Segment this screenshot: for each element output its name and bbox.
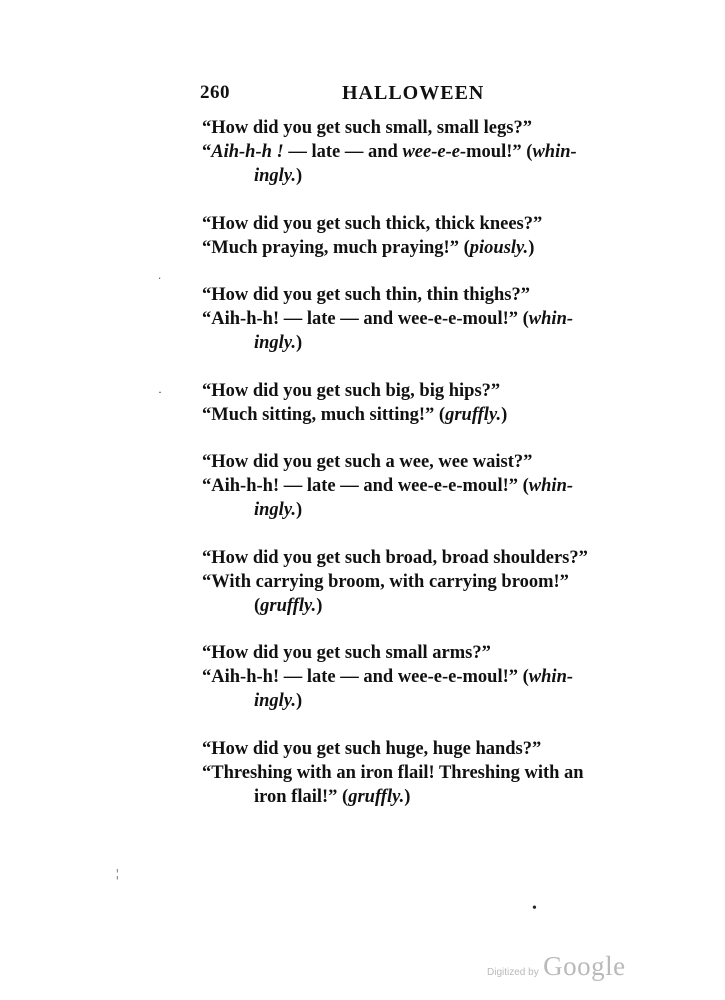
continuation-close: ) (295, 500, 303, 520)
scan-speck: ¦ (116, 866, 119, 880)
answer-line (202, 403, 632, 427)
stage-direction: whin- (532, 142, 577, 162)
page-number: 260 (200, 82, 230, 103)
answer-wee: wee-e-e- (402, 142, 467, 162)
answer-moul: moul!” ( (466, 142, 533, 162)
continuation-line (202, 331, 632, 355)
question-line: “How did you get such big, big hips?” (202, 380, 501, 401)
poem-body (202, 116, 632, 832)
stanza (202, 116, 632, 188)
scan-speck: • (532, 901, 537, 916)
stage-direction: gruffly. (348, 786, 405, 807)
answer-line (202, 570, 632, 594)
answer-text: “With carrying broom, with carrying broom!” (202, 571, 569, 592)
scan-speck: ˑ (158, 272, 162, 286)
stanza (202, 737, 632, 809)
stage-direction: ingly. (254, 500, 296, 520)
answer-line (202, 474, 632, 498)
stanza (202, 379, 632, 427)
digitized-watermark (487, 951, 626, 982)
question-line: “How did you get such thin, thin thighs?” (202, 285, 530, 305)
continuation-close: ) (295, 691, 303, 711)
stage-direction: piously. (469, 237, 529, 258)
question-line: “How did you get such huge, huge hands?” (202, 738, 542, 759)
answer-line (202, 236, 632, 260)
continuation-line (202, 689, 632, 713)
stanza (202, 283, 632, 355)
answer-text: “Aih-h-h! — late — and wee-e-e-moul!” ( (202, 476, 529, 496)
continuation-line (202, 594, 632, 618)
continuation-close: ) (295, 333, 303, 353)
answer-line (202, 665, 632, 689)
continuation-close: ) (404, 786, 411, 807)
continuation-close: ) (316, 595, 323, 616)
stanza (202, 641, 632, 713)
answer-open-quote: “ (202, 142, 212, 162)
question-line: “How did you get such a wee, wee waist?” (202, 452, 533, 472)
stage-direction: whin- (528, 309, 574, 329)
stage-direction: ingly. (254, 166, 296, 186)
answer-text: “Much sitting, much sitting!” ( (202, 404, 446, 425)
stage-direction: ingly. (254, 691, 296, 711)
answer-line (202, 761, 632, 785)
scan-speck: · (158, 385, 162, 399)
answer-text: “Aih-h-h! — late — and wee-e-e-moul!” ( (202, 667, 529, 687)
stanza (202, 212, 632, 260)
answer-line (202, 140, 632, 164)
stage-direction: whin- (528, 476, 574, 496)
google-logo: Google (543, 951, 626, 981)
question-line: “How did you get such small arms?” (202, 643, 491, 663)
question-line: “How did you get such small, small legs?” (202, 118, 532, 138)
stage-direction: gruffly. (260, 595, 317, 616)
answer-close: ) (501, 404, 508, 425)
continuation-line (202, 498, 632, 522)
stage-direction: whin- (528, 667, 574, 687)
answer-text: “Threshing with an iron flail! Threshing with an (202, 762, 584, 783)
answer-cry: Aih-h-h ! (211, 142, 284, 162)
stage-direction: ingly. (254, 333, 296, 353)
stanza (202, 450, 632, 522)
watermark-prefix: Digitized by (487, 967, 539, 978)
answer-line (202, 307, 632, 331)
answer-middle: — late — and (283, 142, 403, 162)
answer-close: ) (528, 237, 535, 258)
continuation-line (202, 164, 632, 188)
question-line: “How did you get such broad, broad shoulders?” (202, 547, 588, 568)
stage-direction: gruffly. (445, 404, 502, 425)
answer-text: “Much praying, much praying!” ( (202, 237, 470, 258)
continuation-close: ) (295, 166, 303, 186)
continuation-line (202, 785, 632, 809)
stanza (202, 546, 632, 618)
answer-text: “Aih-h-h! — late — and wee-e-e-moul!” ( (202, 309, 529, 329)
question-line: “How did you get such thick, thick knees?” (202, 213, 543, 234)
continuation-lead: iron flail!” ( (254, 786, 349, 807)
running-head: HALLOWEEN (342, 82, 485, 104)
continuation-open: ( (254, 595, 261, 616)
